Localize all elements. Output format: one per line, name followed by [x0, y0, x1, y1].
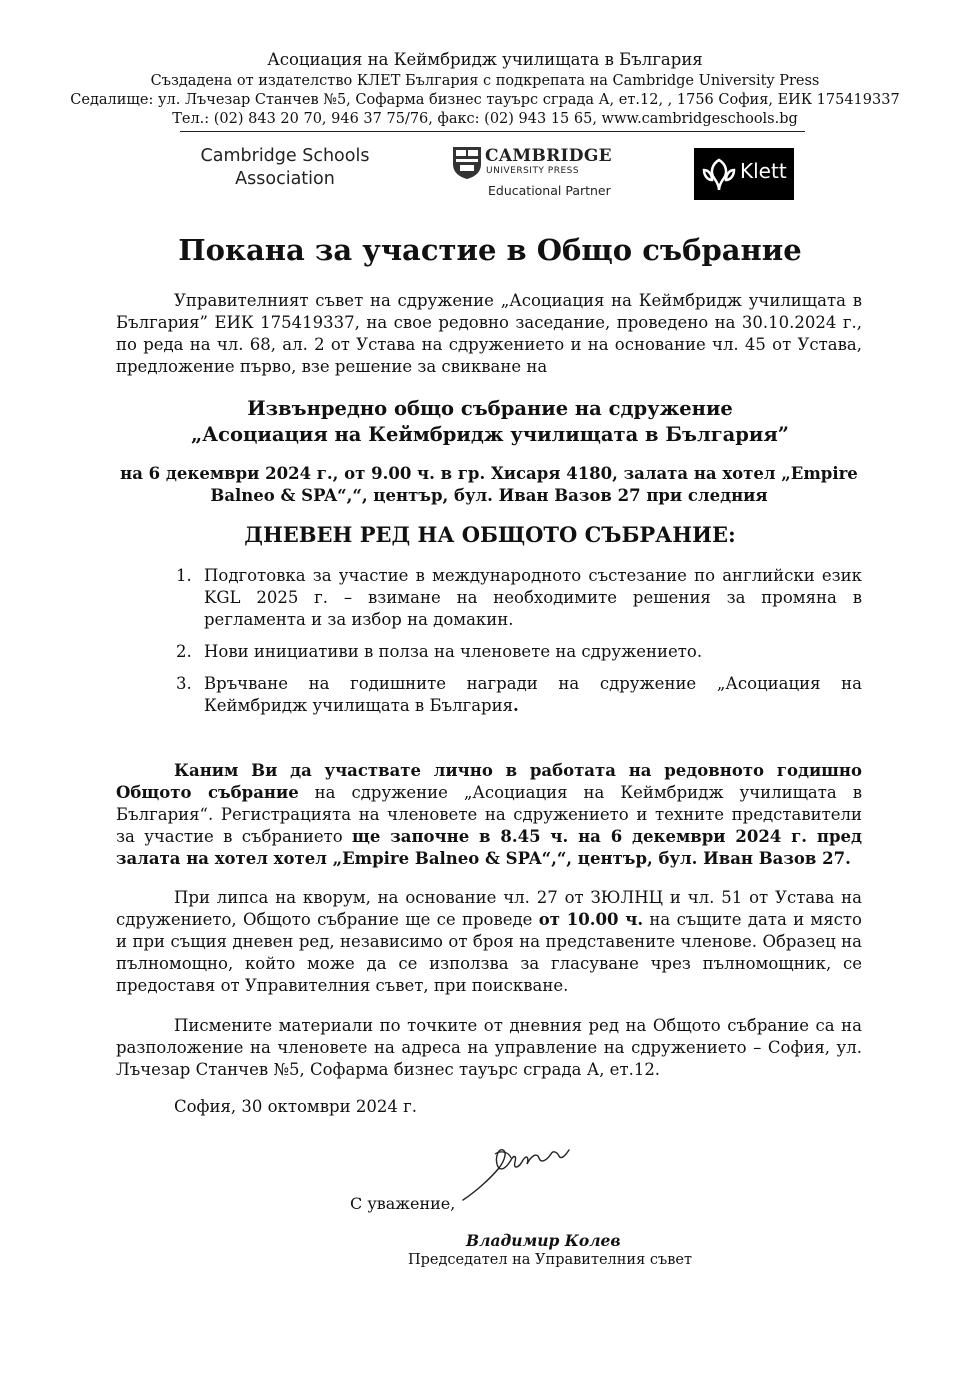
agenda-item-text: Нови инициативи в полза на членовете на сдружението.: [204, 642, 703, 661]
cup-logo-partner: Educational Partner: [488, 183, 611, 198]
agenda-item-text: [204, 673, 862, 717]
invitation-bold-2: ще започне в 8.45 ч. на 6 декември 2024 г. пред залата на хотел хотел „Empire Balneo & SPA“,“, център, бул. Иван Вазов 27.: [116, 827, 862, 868]
invitation-bold-1: Каним Ви да участвате лично в работата на редовното годишно Общото събрание: [116, 761, 862, 802]
cambridge-schools-association-logo: [190, 145, 380, 191]
materials-text: Писмените материали по точките от дневния ред на Общото събрание са на разположение на членовете на адреса на управление на сдружението – София, ул. Лъчезар Станчев №5, Софарма бизнес тауърс сграда А, ет.12.: [116, 1016, 862, 1079]
csa-logo-line2: Association: [235, 169, 335, 189]
cambridge-university-press-logo: [452, 146, 612, 202]
klett-leaf-icon: [700, 156, 738, 192]
meeting-heading-line1: Извънредно общо събрание на сдружение: [247, 397, 733, 420]
quorum-text-1: При липса на кворум, на основание чл. 27 от ЗЮЛНЦ и чл. 51 от Устава на сдружението, Общото събрание ще се проведе: [116, 888, 862, 929]
date-line: София, 30 октомври 2024 г.: [174, 1097, 417, 1116]
meeting-heading: [0, 396, 980, 448]
klett-logo: [694, 148, 794, 200]
agenda-item-text: Подготовка за участие в международното състезание по английски език KGL 2025 г. – взимане на необходимите решения за промяна в регламента и за избор на домакин.: [204, 566, 862, 629]
cambridge-shield-icon: [452, 146, 482, 180]
klett-logo-text: Klett: [740, 159, 787, 183]
header-divider: [180, 131, 805, 132]
invitation-text-1: на сдружение „Асоциация на Кеймбридж училищата в България“. Регистрацията на членовете на сдружението и техните представители за участие в събранието: [116, 783, 862, 846]
header-created-by: Създадена от издателство КЛЕТ България с подкрепата на Cambridge University Press: [150, 73, 820, 89]
meeting-heading-line2: „Асоциация на Кеймбридж училищата в България”: [190, 423, 790, 446]
signer-role: Председател на Управителния съвет: [408, 1252, 692, 1268]
agenda-item-number: 3.: [176, 674, 192, 693]
agenda-item-text-bold: .: [513, 696, 519, 715]
cup-logo-name: CAMBRIDGE: [485, 146, 612, 166]
header-org-name: Асоциация на Кеймбридж училищата в България: [267, 50, 703, 69]
signer-name: Владимир Колев: [466, 1231, 621, 1250]
agenda-heading: ДНЕВЕН РЕД НА ОБЩОТО СЪБРАНИЕ:: [244, 522, 736, 547]
csa-logo-line1: Cambridge Schools: [200, 146, 370, 166]
agenda-item-number: 1.: [176, 566, 192, 585]
document-title: Покана за участие в Общо събрание: [178, 233, 802, 267]
closing-greeting: С уважение,: [350, 1194, 456, 1213]
intro-text: Управителният съвет на сдружение „Асоциация на Кеймбридж училищата в България” ЕИК 175419337, на свое редовно заседание, проведено на 30.10.2024 г., по реда на чл. 68, ал. 2 от Устава на сдружението и на основание чл. 45 от Устава, предложение първо, взе решение за свикване на: [116, 291, 862, 376]
quorum-text-2: на същите дата и място и при същия дневен ред, независимо от броя на представените членове. Образец на пълномощно, който може да се използва за гласуване чрез пълномощник, се предоставя от Управителния съвет, при поискване.: [116, 910, 862, 995]
handwritten-signature: [455, 1130, 575, 1210]
materials-paragraph: [116, 1015, 862, 1081]
agenda-item-text-plain: Връчване на годишните награди на сдружение „Асоциация на Кеймбридж училищата в България: [204, 674, 862, 715]
intro-paragraph: [116, 290, 862, 378]
header-contacts: Тел.: (02) 843 20 70, 946 37 75/76, факс: (02) 943 15 65, www.cambridgeschools.bg: [172, 111, 798, 127]
header-address: Седалище: ул. Лъчезар Станчев №5, Софарма бизнес тауърс сграда А, ет.12, , 1756 София, ЕИК 175419337: [70, 92, 900, 108]
cup-logo-subtitle: UNIVERSITY PRESS: [486, 166, 580, 176]
agenda-item-number: 2.: [176, 642, 192, 661]
meeting-when-where: на 6 декември 2024 г., от 9.00 ч. в гр. Хисаря 4180, залата на хотел „Empire Balneo & SPA“,“, център, бул. Иван Вазов 27 при следния: [120, 464, 858, 505]
invitation-paragraph: [116, 760, 862, 870]
quorum-paragraph: [116, 887, 862, 997]
quorum-bold-time: от 10.00 ч.: [538, 910, 644, 929]
